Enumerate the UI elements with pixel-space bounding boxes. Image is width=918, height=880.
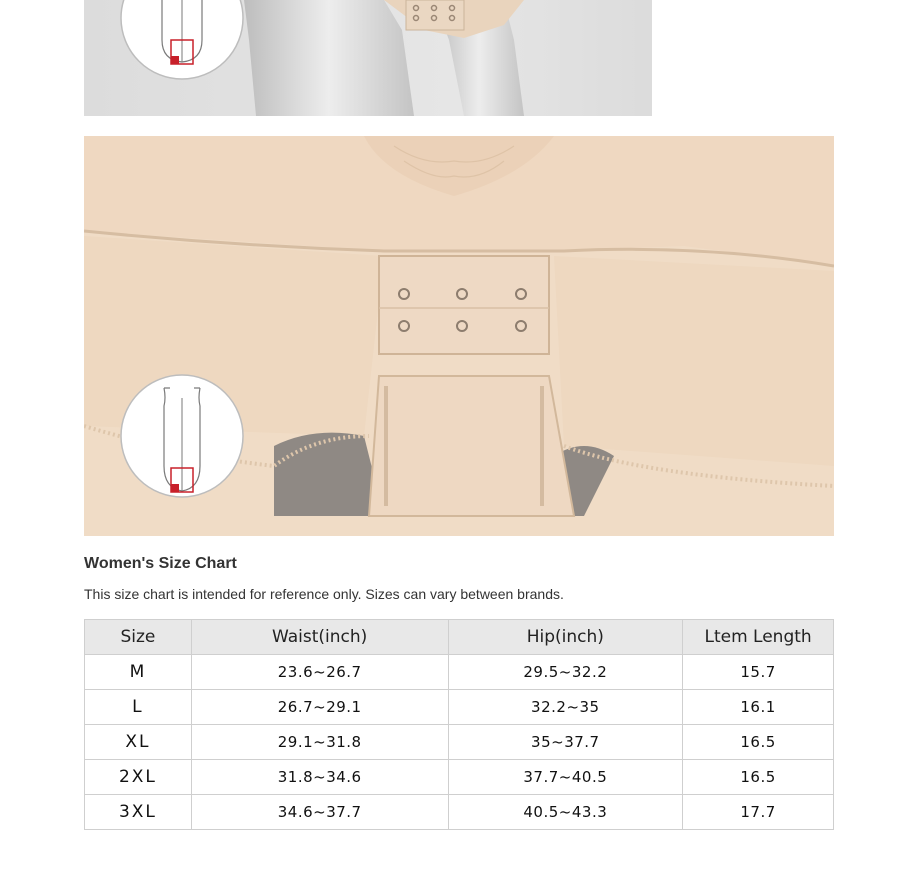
length-cell: 16.1 (683, 690, 834, 725)
mannequin-photo (84, 0, 834, 116)
waist-cell: 26.7~29.1 (191, 690, 448, 725)
size-cell: 3XL (85, 795, 192, 830)
header-hip: Hip(inch) (448, 620, 683, 655)
length-cell: 16.5 (683, 760, 834, 795)
header-size: Size (85, 620, 192, 655)
waist-cell: 34.6~37.7 (191, 795, 448, 830)
waist-cell: 29.1~31.8 (191, 725, 448, 760)
header-waist: Waist(inch) (191, 620, 448, 655)
size-cell: XL (85, 725, 192, 760)
garment-diagram-icon (121, 375, 243, 497)
size-cell: L (85, 690, 192, 725)
table-row (85, 760, 834, 795)
hip-cell: 37.7~40.5 (448, 760, 683, 795)
size-chart-title: Women's Size Chart (84, 555, 237, 572)
hip-cell: 40.5~43.3 (448, 795, 683, 830)
size-cell: 2XL (85, 760, 192, 795)
table-header-row (85, 620, 834, 655)
length-cell: 17.7 (683, 795, 834, 830)
hip-cell: 29.5~32.2 (448, 655, 683, 690)
table-row (85, 795, 834, 830)
length-cell: 15.7 (683, 655, 834, 690)
waist-cell: 31.8~34.6 (191, 760, 448, 795)
length-cell: 16.5 (683, 725, 834, 760)
size-chart-table (84, 619, 834, 830)
hook-closure-photo (84, 136, 834, 536)
size-chart-description: This size chart is intended for reference only. Sizes can vary between brands. (84, 586, 564, 602)
header-length: Ltem Length (683, 620, 834, 655)
waist-cell: 23.6~26.7 (191, 655, 448, 690)
hip-cell: 32.2~35 (448, 690, 683, 725)
hip-cell: 35~37.7 (448, 725, 683, 760)
table-row (85, 690, 834, 725)
table-row (85, 655, 834, 690)
table-row (85, 725, 834, 760)
size-cell: M (85, 655, 192, 690)
